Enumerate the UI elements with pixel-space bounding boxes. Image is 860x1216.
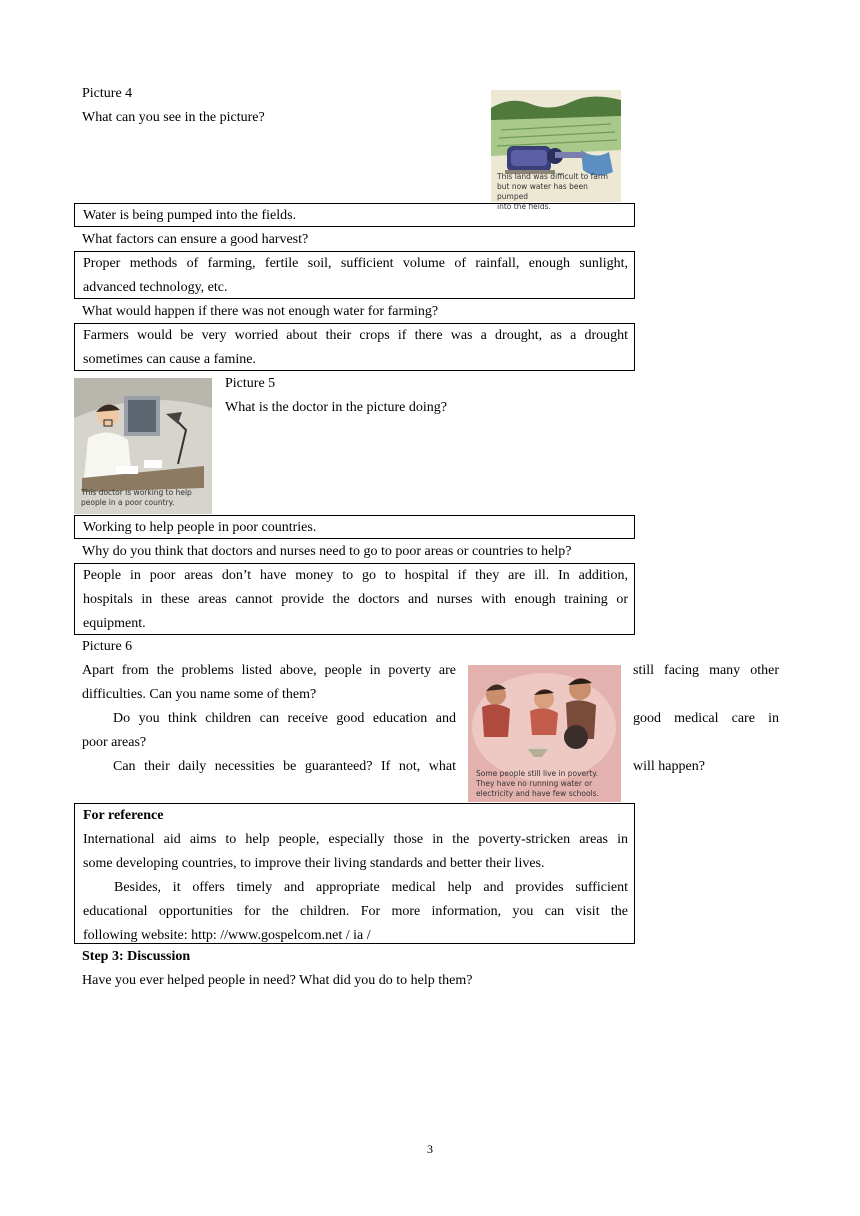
picture4-image bbox=[491, 90, 621, 211]
picture6-image bbox=[468, 665, 621, 802]
picture5-answer2-box bbox=[74, 563, 635, 635]
reference-p1-line1: International aid aims to help people, especially those in the poverty-stricken areas in bbox=[83, 832, 628, 847]
reference-p1-line2: some developing countries, to improve their living standards and better their lives. bbox=[83, 856, 545, 871]
picture5-answer2-line3: equipment. bbox=[83, 616, 146, 631]
picture4-answer1-box bbox=[74, 203, 635, 227]
reference-heading: For reference bbox=[83, 808, 164, 823]
picture6-q1-line2: difficulties. Can you name some of them? bbox=[82, 687, 317, 702]
picture4-caption: This land was difficult to farm but now water has been pumped into the fields. bbox=[497, 172, 609, 211]
picture6-q3-left: Can their daily necessities be guaranteed? If not, what bbox=[113, 759, 456, 774]
picture4-answer2-line2: advanced technology, etc. bbox=[83, 280, 228, 295]
picture6-q2-left: Do you think children can receive good education and bbox=[113, 711, 456, 726]
picture4-label: Picture 4 bbox=[82, 86, 133, 101]
picture4-answer3-line2: sometimes can cause a famine. bbox=[83, 352, 256, 367]
page-number: 3 bbox=[427, 1142, 433, 1156]
picture4-answer3-line1: Farmers would be very worried about their crops if there was a drought, as a drought bbox=[83, 328, 628, 343]
picture4-question2: What factors can ensure a good harvest? bbox=[82, 232, 309, 247]
picture6-q1-left: Apart from the problems listed above, people in poverty are bbox=[82, 663, 456, 678]
picture4-answer3-box bbox=[74, 323, 635, 371]
picture6-q2-line2: poor areas? bbox=[82, 735, 147, 750]
picture4-question3: What would happen if there was not enough water for farming? bbox=[82, 304, 439, 319]
reference-p2-line2: educational opportunities for the children. For more information, you can visit the bbox=[83, 904, 628, 919]
picture5-answer2-line2: hospitals in these areas cannot provide the doctors and nurses with enough training or bbox=[83, 592, 628, 607]
picture5-answer1: Working to help people in poor countries. bbox=[83, 520, 317, 535]
picture6-q1-right: still facing many other bbox=[633, 663, 779, 678]
reference-p2-line3: following website: http: //www.gospelcom.net / ia / bbox=[83, 928, 371, 943]
reference-p2-line1: Besides, it offers timely and appropriate medical help and provides sufficient bbox=[114, 880, 628, 895]
picture4-answer1: Water is being pumped into the fields. bbox=[83, 208, 297, 223]
picture5-caption: This doctor is working to help people in a poor country. bbox=[81, 488, 192, 507]
step3-question: Have you ever helped people in need? What did you do to help them? bbox=[82, 973, 473, 988]
picture4-answer2-box bbox=[74, 251, 635, 299]
picture5-image bbox=[74, 378, 212, 514]
picture5-question1: What is the doctor in the picture doing? bbox=[225, 400, 447, 415]
picture6-q3-right: will happen? bbox=[633, 759, 705, 774]
picture6-label: Picture 6 bbox=[82, 639, 133, 654]
picture6-q2-right: good medical care in bbox=[633, 711, 779, 726]
picture4-answer2-line1: Proper methods of farming, fertile soil, sufficient volume of rainfall, enough sunlight, bbox=[83, 256, 628, 271]
picture5-question2: Why do you think that doctors and nurses need to go to poor areas or countries to help? bbox=[82, 544, 572, 559]
picture5-label: Picture 5 bbox=[225, 376, 276, 391]
picture4-question1: What can you see in the picture? bbox=[82, 110, 265, 125]
picture5-answer1-box bbox=[74, 515, 635, 539]
reference-box bbox=[74, 803, 635, 944]
picture6-caption: Some people still live in poverty. They have no running water or electricity and have few schools. bbox=[476, 769, 599, 798]
picture5-answer2-line1: People in poor areas don’t have money to go to hospital if they are ill. In addition, bbox=[83, 568, 628, 583]
step3-heading: Step 3: Discussion bbox=[82, 949, 191, 964]
